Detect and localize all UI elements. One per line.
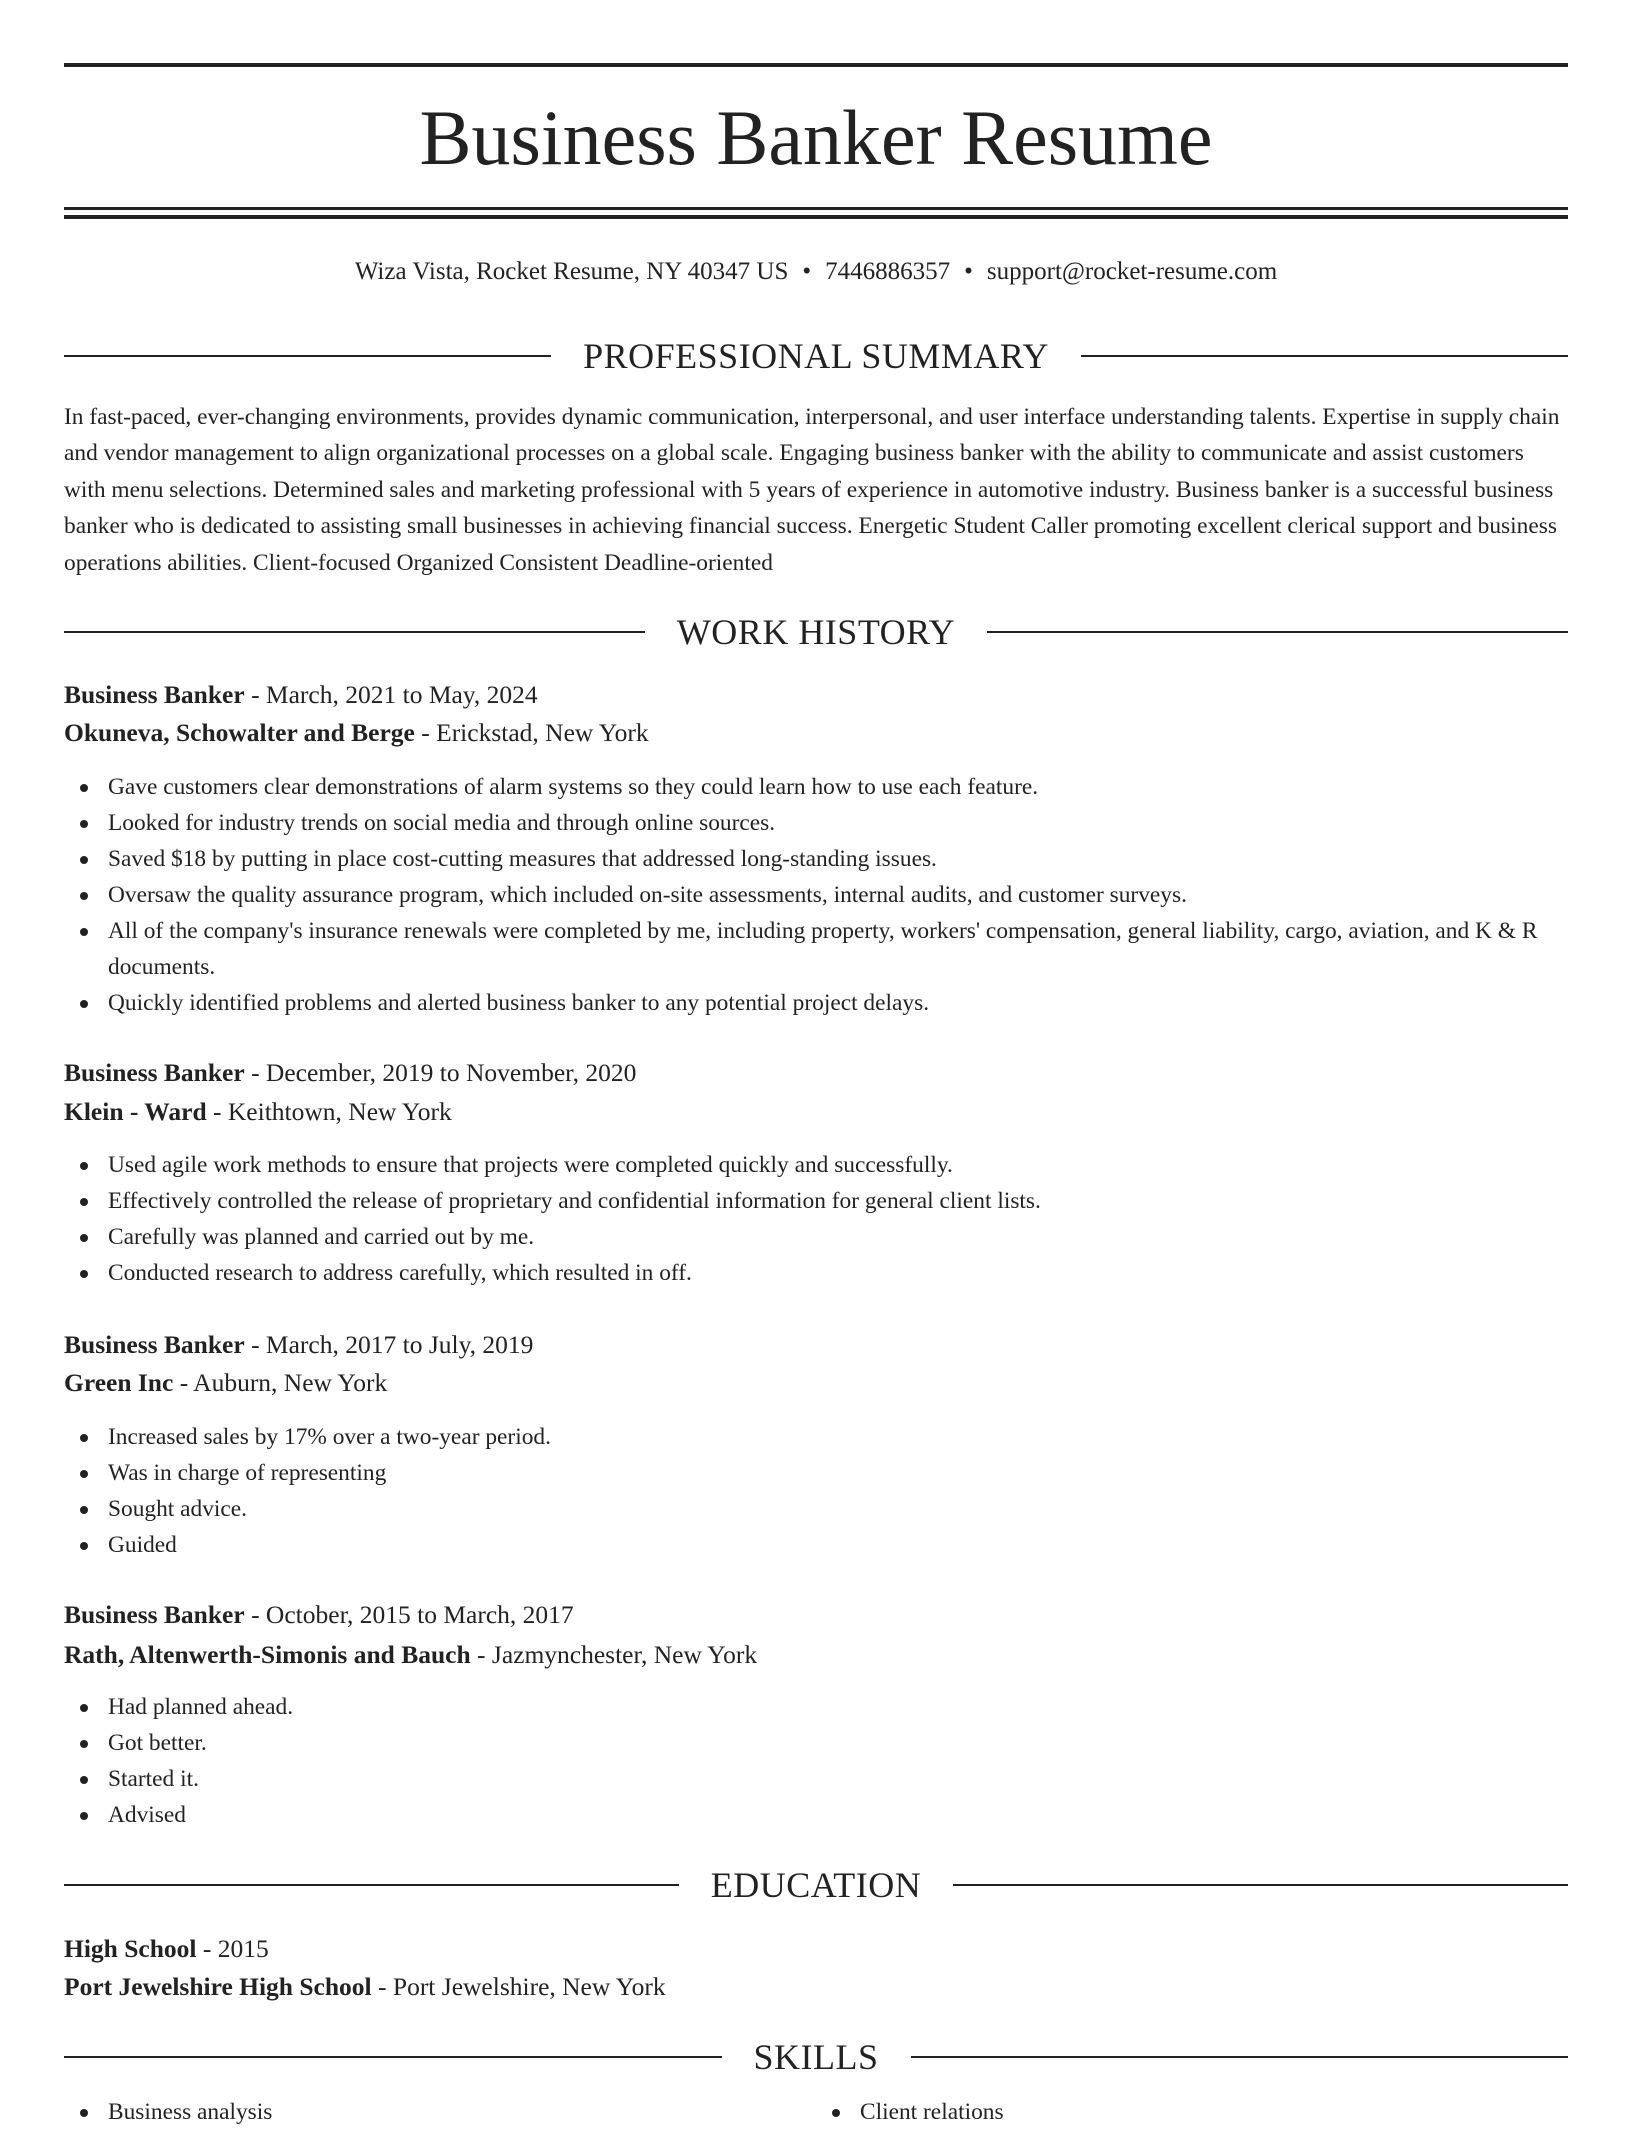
- skill-item: Business analysis: [64, 2094, 816, 2130]
- contact-separator: •: [802, 258, 812, 285]
- education-school-line: [64, 1969, 1568, 2005]
- job-dates: - December, 2019 to November, 2020: [244, 1058, 637, 1087]
- job-company-line: [64, 1637, 1568, 1673]
- section-title: PROFESSIONAL SUMMARY: [583, 336, 1049, 376]
- company-name: Green Inc: [64, 1368, 174, 1397]
- education-degree: High School: [64, 1934, 197, 1963]
- job-title-line: [64, 677, 1568, 713]
- title-rule-lower: [64, 215, 1568, 219]
- job-title: Business Banker: [64, 680, 245, 709]
- list-item: Saved $18 by putting in place cost-cutting measures that addressed long-standing issues.: [64, 841, 1568, 877]
- job-title: Business Banker: [64, 1600, 245, 1629]
- list-item: Was in charge of representing: [64, 1455, 1568, 1491]
- section-heading-summary: [64, 333, 1568, 379]
- job-title-line: [64, 1055, 1568, 1091]
- company-name: Klein - Ward: [64, 1097, 207, 1126]
- section-heading-skills: [64, 2034, 1568, 2080]
- list-item: Looked for industry trends on social media and through online sources.: [64, 805, 1568, 841]
- list-item: Got better.: [64, 1725, 1568, 1761]
- divider: [64, 1884, 679, 1886]
- divider: [987, 631, 1568, 633]
- list-item: Sought advice.: [64, 1491, 1568, 1527]
- company-location: - Erickstad, New York: [414, 718, 649, 747]
- section-title: WORK HISTORY: [676, 612, 956, 652]
- list-item: Quickly identified problems and alerted business banker to any potential project delays.: [64, 985, 1568, 1021]
- job-title: Business Banker: [64, 1058, 245, 1087]
- divider: [953, 1884, 1568, 1886]
- company-location: - Keithtown, New York: [206, 1097, 452, 1126]
- divider: [64, 2056, 722, 2058]
- contact-address: Wiza Vista, Rocket Resume, NY 40347 US: [354, 258, 789, 285]
- school-name: Port Jewelshire High School: [64, 1972, 372, 2001]
- list-item: Carefully was planned and carried out by me.: [64, 1219, 1568, 1255]
- job-title-line: [64, 1327, 1568, 1363]
- job-company-line: [64, 1094, 1568, 1130]
- school-location: - Port Jewelshire, New York: [371, 1972, 666, 2001]
- job-dates: - March, 2021 to May, 2024: [244, 680, 538, 709]
- skill-item: Client relations: [816, 2094, 1568, 2130]
- company-name: Okuneva, Schowalter and Berge: [64, 718, 415, 747]
- section-title: EDUCATION: [710, 1865, 922, 1905]
- education-year: - 2015: [196, 1934, 269, 1963]
- job-company-line: [64, 1365, 1568, 1401]
- section-heading-education: [64, 1862, 1568, 1908]
- job-dates: - October, 2015 to March, 2017: [244, 1600, 574, 1629]
- list-item: Effectively controlled the release of proprietary and confidential information for general client lists.: [64, 1183, 1568, 1219]
- list-item: Had planned ahead.: [64, 1689, 1568, 1725]
- job-bullets: [64, 769, 1568, 1021]
- list-item: Conducted research to address carefully, which resulted in off.: [64, 1255, 1568, 1291]
- divider: [64, 631, 645, 633]
- top-rule: [64, 63, 1568, 67]
- divider: [911, 2056, 1569, 2058]
- company-location: - Auburn, New York: [173, 1368, 388, 1397]
- list-item: Oversaw the quality assurance program, which included on-site assessments, internal audits, and customer surveys.: [64, 877, 1568, 913]
- summary-text: In fast-paced, ever-changing environments, provides dynamic communication, interpersonal, and user interface understanding talents. Expertise in supply chain and vendor management to align organizational processes on a global scale. Engaging business banker with the ability to communicate and assist customers with menu selections. Determined sales and marketing professional with 5 years of experience in automotive industry. Business banker is a successful business banker who is dedicated to assisting small businesses in achieving financial success. Energetic Student Caller promoting excellent clerical support and business operations abilities. Client-focused Organized Consistent Deadline-oriented: [64, 404, 1560, 576]
- education-degree-line: [64, 1931, 1568, 1967]
- list-item: Guided: [64, 1527, 1568, 1563]
- job-company-line: [64, 715, 1568, 751]
- list-item: Used agile work methods to ensure that projects were completed quickly and successfully.: [64, 1147, 1568, 1183]
- list-item: Started it.: [64, 1761, 1568, 1797]
- job-title: Business Banker: [64, 1330, 245, 1359]
- job-title-line: [64, 1597, 1568, 1633]
- title-rule-upper: [64, 207, 1568, 210]
- resume-title: Business Banker Resume: [419, 94, 1213, 181]
- list-item: Advised: [64, 1797, 1568, 1833]
- divider: [1081, 355, 1568, 357]
- job-bullets: [64, 1147, 1568, 1291]
- contact-separator: •: [964, 258, 973, 285]
- section-heading-work: [64, 609, 1568, 655]
- job-bullets: [64, 1689, 1568, 1833]
- contact-phone: 7446886357: [825, 258, 951, 285]
- skills-list: [64, 2094, 1568, 2130]
- list-item: All of the company's insurance renewals were completed by me, including property, workers' compensation, general liability, cargo, aviation, and K & R documents.: [64, 913, 1568, 985]
- list-item: Increased sales by 17% over a two-year period.: [64, 1419, 1568, 1455]
- job-bullets: [64, 1419, 1568, 1563]
- list-item: Gave customers clear demonstrations of alarm systems so they could learn how to use each feature.: [64, 769, 1568, 805]
- contact-email: support@rocket-resume.com: [986, 258, 1278, 285]
- company-name: Rath, Altenwerth-Simonis and Bauch: [64, 1640, 471, 1669]
- contact-line: [0, 254, 1632, 290]
- divider: [64, 355, 551, 357]
- job-dates: - March, 2017 to July, 2019: [244, 1330, 534, 1359]
- company-location: - Jazmynchester, New York: [470, 1640, 758, 1669]
- section-title: SKILLS: [753, 2037, 879, 2077]
